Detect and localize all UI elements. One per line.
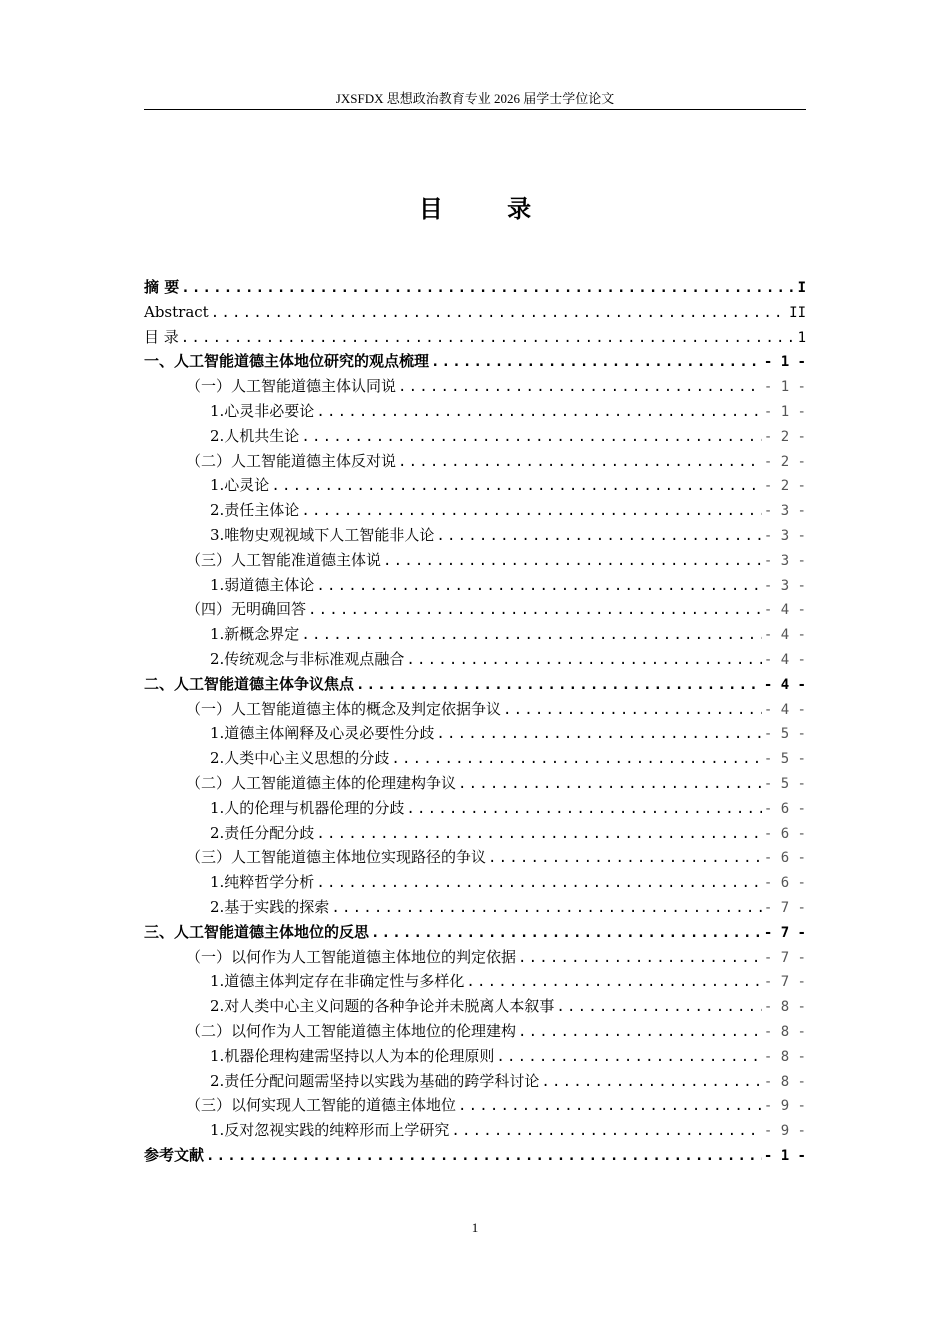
toc-entry[interactable]: [144, 647, 806, 672]
dot-leader: [406, 797, 762, 822]
toc-entry-title: 摘 要: [144, 278, 180, 296]
toc-entry-title: 1.弱道德主体论: [210, 575, 315, 594]
toc-entry-page: - 4 -: [763, 651, 806, 668]
toc-entry-title: 2.传统观念与非标准观点融合: [210, 649, 405, 668]
dot-leader: [406, 648, 762, 673]
toc-entry-page: - 5 -: [763, 775, 806, 792]
toc-entry-page: - 4 -: [763, 602, 806, 619]
dot-leader: [398, 450, 762, 475]
toc-entry-page: - 7 -: [763, 899, 806, 916]
toc-entry-page: - 9 -: [763, 1123, 806, 1140]
dot-leader: [371, 921, 762, 946]
toc-entry-page: - 4 -: [763, 627, 806, 644]
toc-entry-page: - 4 -: [763, 676, 806, 693]
toc-entry-page: - 8 -: [763, 1073, 806, 1090]
dot-leader: [541, 1070, 762, 1095]
toc-entry-page: - 2 -: [763, 478, 806, 495]
toc-entry-title: 目 录: [144, 327, 179, 346]
toc-entry-page: - 3 -: [763, 503, 806, 520]
toc-entry[interactable]: [144, 1143, 806, 1168]
toc-entry[interactable]: [144, 1118, 806, 1143]
toc-entry[interactable]: [144, 573, 806, 598]
toc-entry-page: II: [789, 304, 806, 321]
toc-entry-page: - 1 -: [763, 403, 806, 420]
toc-entry-title: 2.对人类中心主义问题的各种争论并未脱离人本叙事: [210, 997, 555, 1016]
toc-entry[interactable]: [144, 449, 806, 474]
dot-leader: [503, 698, 762, 723]
dot-leader: [211, 301, 787, 326]
toc-entry-title: 2.基于实践的探索: [210, 897, 330, 916]
dot-leader: [391, 747, 762, 772]
dot-leader: [301, 425, 762, 450]
toc-entry-title: （一）人工智能道德主体认同说: [186, 377, 397, 396]
toc-entry-page: - 3 -: [763, 577, 806, 594]
toc-entry[interactable]: [144, 945, 806, 970]
toc-entry-page: - 3 -: [763, 552, 806, 569]
dot-leader: [181, 276, 795, 301]
toc-entry[interactable]: [144, 796, 806, 821]
toc-entry-page: - 2 -: [763, 453, 806, 470]
toc-entry-page: - 5 -: [763, 751, 806, 768]
toc-entry-title: 1.新概念界定: [210, 625, 300, 644]
toc-entry[interactable]: [144, 399, 806, 424]
toc-title: 目 录: [418, 195, 560, 223]
toc-entry-page: - 6 -: [763, 875, 806, 892]
toc-entry[interactable]: [144, 325, 806, 350]
toc-entry[interactable]: [144, 969, 806, 994]
toc-entry-title: 二、人工智能道德主体争议焦点: [144, 674, 355, 693]
toc-entry-page: - 7 -: [763, 974, 806, 991]
toc-entry-title: （一）人工智能道德主体的概念及判定依据争议: [186, 699, 502, 718]
dot-leader: [518, 946, 762, 971]
toc-entry-title: 三、人工智能道德主体地位的反思: [144, 922, 370, 941]
dot-leader: [301, 623, 762, 648]
toc-entry[interactable]: [144, 597, 806, 622]
dot-leader: [383, 549, 762, 574]
toc-entry-title: 1.机器伦理构建需坚持以人为本的伦理原则: [210, 1046, 495, 1065]
dot-leader: [356, 673, 762, 698]
toc-entry-page: - 1 -: [763, 1147, 806, 1164]
toc-entry[interactable]: [144, 523, 806, 548]
toc-entry[interactable]: [144, 697, 806, 722]
toc-entry-title: （三）人工智能道德主体地位实现路径的争议: [186, 848, 487, 867]
dot-leader: [556, 995, 762, 1020]
dot-leader: [308, 598, 762, 623]
toc-entry-page: - 6 -: [763, 850, 806, 867]
page-number: 1: [471, 1220, 479, 1235]
toc-entry[interactable]: [144, 275, 806, 300]
dot-leader: [398, 375, 762, 400]
toc-entry-title: 2.责任分配问题需坚持以实践为基础的跨学科讨论: [210, 1071, 540, 1090]
toc-entry[interactable]: [144, 746, 806, 771]
toc-entry[interactable]: [144, 1069, 806, 1094]
dot-leader: [458, 1094, 762, 1119]
dot-leader: [496, 1045, 762, 1070]
toc-entry-page: - 7 -: [763, 949, 806, 966]
toc-entry[interactable]: [144, 548, 806, 573]
toc-entry-title: 1.道德主体判定存在非确定性与多样化: [210, 972, 465, 991]
toc-entry-page: - 6 -: [763, 800, 806, 817]
toc-entry-title: 1.人的伦理与机器伦理的分歧: [210, 798, 405, 817]
toc-entry[interactable]: [144, 821, 806, 846]
toc-entry[interactable]: [144, 721, 806, 746]
toc-entry-title: 参考文献: [144, 1145, 205, 1164]
toc-entry[interactable]: [144, 994, 806, 1019]
dot-leader: [301, 499, 762, 524]
dot-leader: [436, 524, 762, 549]
toc-entry-page: - 2 -: [763, 428, 806, 445]
toc-entry-page: - 6 -: [763, 825, 806, 842]
toc-entry-title: （二）以何作为人工智能道德主体地位的伦理建构: [186, 1021, 517, 1040]
toc-entry[interactable]: [144, 349, 806, 374]
toc-entry-page: - 1 -: [763, 354, 806, 371]
toc-entry-title: 1.心灵论: [210, 476, 270, 495]
toc-entry-title: （二）人工智能道德主体的伦理建构争议: [186, 773, 457, 792]
toc-entry[interactable]: [144, 498, 806, 523]
toc-entry-page: - 4 -: [763, 701, 806, 718]
toc-entry-page: - 3 -: [763, 527, 806, 544]
toc-entry-page: - 8 -: [763, 1048, 806, 1065]
dot-leader: [458, 772, 762, 797]
toc-entry[interactable]: [144, 870, 806, 895]
toc-entry-title: 1.纯粹哲学分析: [210, 873, 315, 892]
toc-entry-page: - 8 -: [763, 1023, 806, 1040]
toc-entry[interactable]: [144, 845, 806, 870]
toc-entry[interactable]: [144, 622, 806, 647]
dot-leader: [316, 400, 762, 425]
toc-entry-title: 1.心灵非必要论: [210, 401, 315, 420]
toc-entry[interactable]: [144, 920, 806, 945]
toc-entry-title: 一、人工智能道德主体地位研究的观点梳理: [144, 352, 430, 371]
dot-leader: [466, 970, 762, 995]
toc-entry-title: （一）以何作为人工智能道德主体地位的判定依据: [186, 947, 517, 966]
dot-leader: [206, 1144, 762, 1169]
toc-entry-page: - 1 -: [763, 379, 806, 396]
toc-entry-title: 2.责任分配分歧: [210, 823, 315, 842]
toc-entry[interactable]: [144, 895, 806, 920]
toc-entry[interactable]: [144, 473, 806, 498]
dot-leader: [518, 1020, 762, 1045]
toc-entry-title: （三）人工智能准道德主体说: [186, 550, 382, 569]
toc-entry-title: （四）无明确回答: [186, 600, 307, 619]
toc-entry[interactable]: [144, 1019, 806, 1044]
dot-leader: [451, 1119, 762, 1144]
table-of-contents: [144, 275, 806, 1168]
toc-entry-title: 3.唯物史观视域下人工智能非人论: [210, 525, 435, 544]
toc-entry[interactable]: [144, 1093, 806, 1118]
header-divider: [144, 109, 806, 110]
toc-entry-page: - 8 -: [763, 999, 806, 1016]
toc-entry-title: 2.责任主体论: [210, 501, 300, 520]
toc-entry[interactable]: [144, 424, 806, 449]
toc-entry-page: - 7 -: [763, 924, 806, 941]
running-header: JXSFDX 思想政治教育专业 2026 届学士学位论文: [335, 91, 615, 106]
dot-leader: [316, 871, 762, 896]
toc-entry-page: - 9 -: [763, 1098, 806, 1115]
toc-entry-title: 1.道德主体阐释及心灵必要性分歧: [210, 724, 435, 743]
toc-entry[interactable]: [144, 300, 806, 325]
toc-entry-title: 1.反对忽视实践的纯粹形而上学研究: [210, 1121, 450, 1140]
toc-entry[interactable]: [144, 771, 806, 796]
toc-entry[interactable]: [144, 672, 806, 697]
dot-leader: [436, 722, 762, 747]
toc-entry-title: （二）人工智能道德主体反对说: [186, 451, 397, 470]
dot-leader: [431, 350, 762, 375]
toc-entry-title: 2.人类中心主义思想的分歧: [210, 749, 390, 768]
toc-entry[interactable]: [144, 374, 806, 399]
dot-leader: [488, 846, 762, 871]
toc-entry-page: 1: [797, 329, 806, 346]
dot-leader: [271, 474, 762, 499]
toc-entry-title: （三）以何实现人工智能的道德主体地位: [186, 1096, 457, 1115]
dot-leader: [181, 326, 796, 351]
dot-leader: [316, 574, 762, 599]
toc-entry-title: Abstract: [144, 302, 209, 321]
toc-entry-title: 2.人机共生论: [210, 426, 300, 445]
dot-leader: [316, 822, 762, 847]
toc-entry[interactable]: [144, 1044, 806, 1069]
toc-entry-page: - 5 -: [763, 726, 806, 743]
dot-leader: [331, 896, 762, 921]
toc-entry-page: I: [797, 280, 806, 296]
